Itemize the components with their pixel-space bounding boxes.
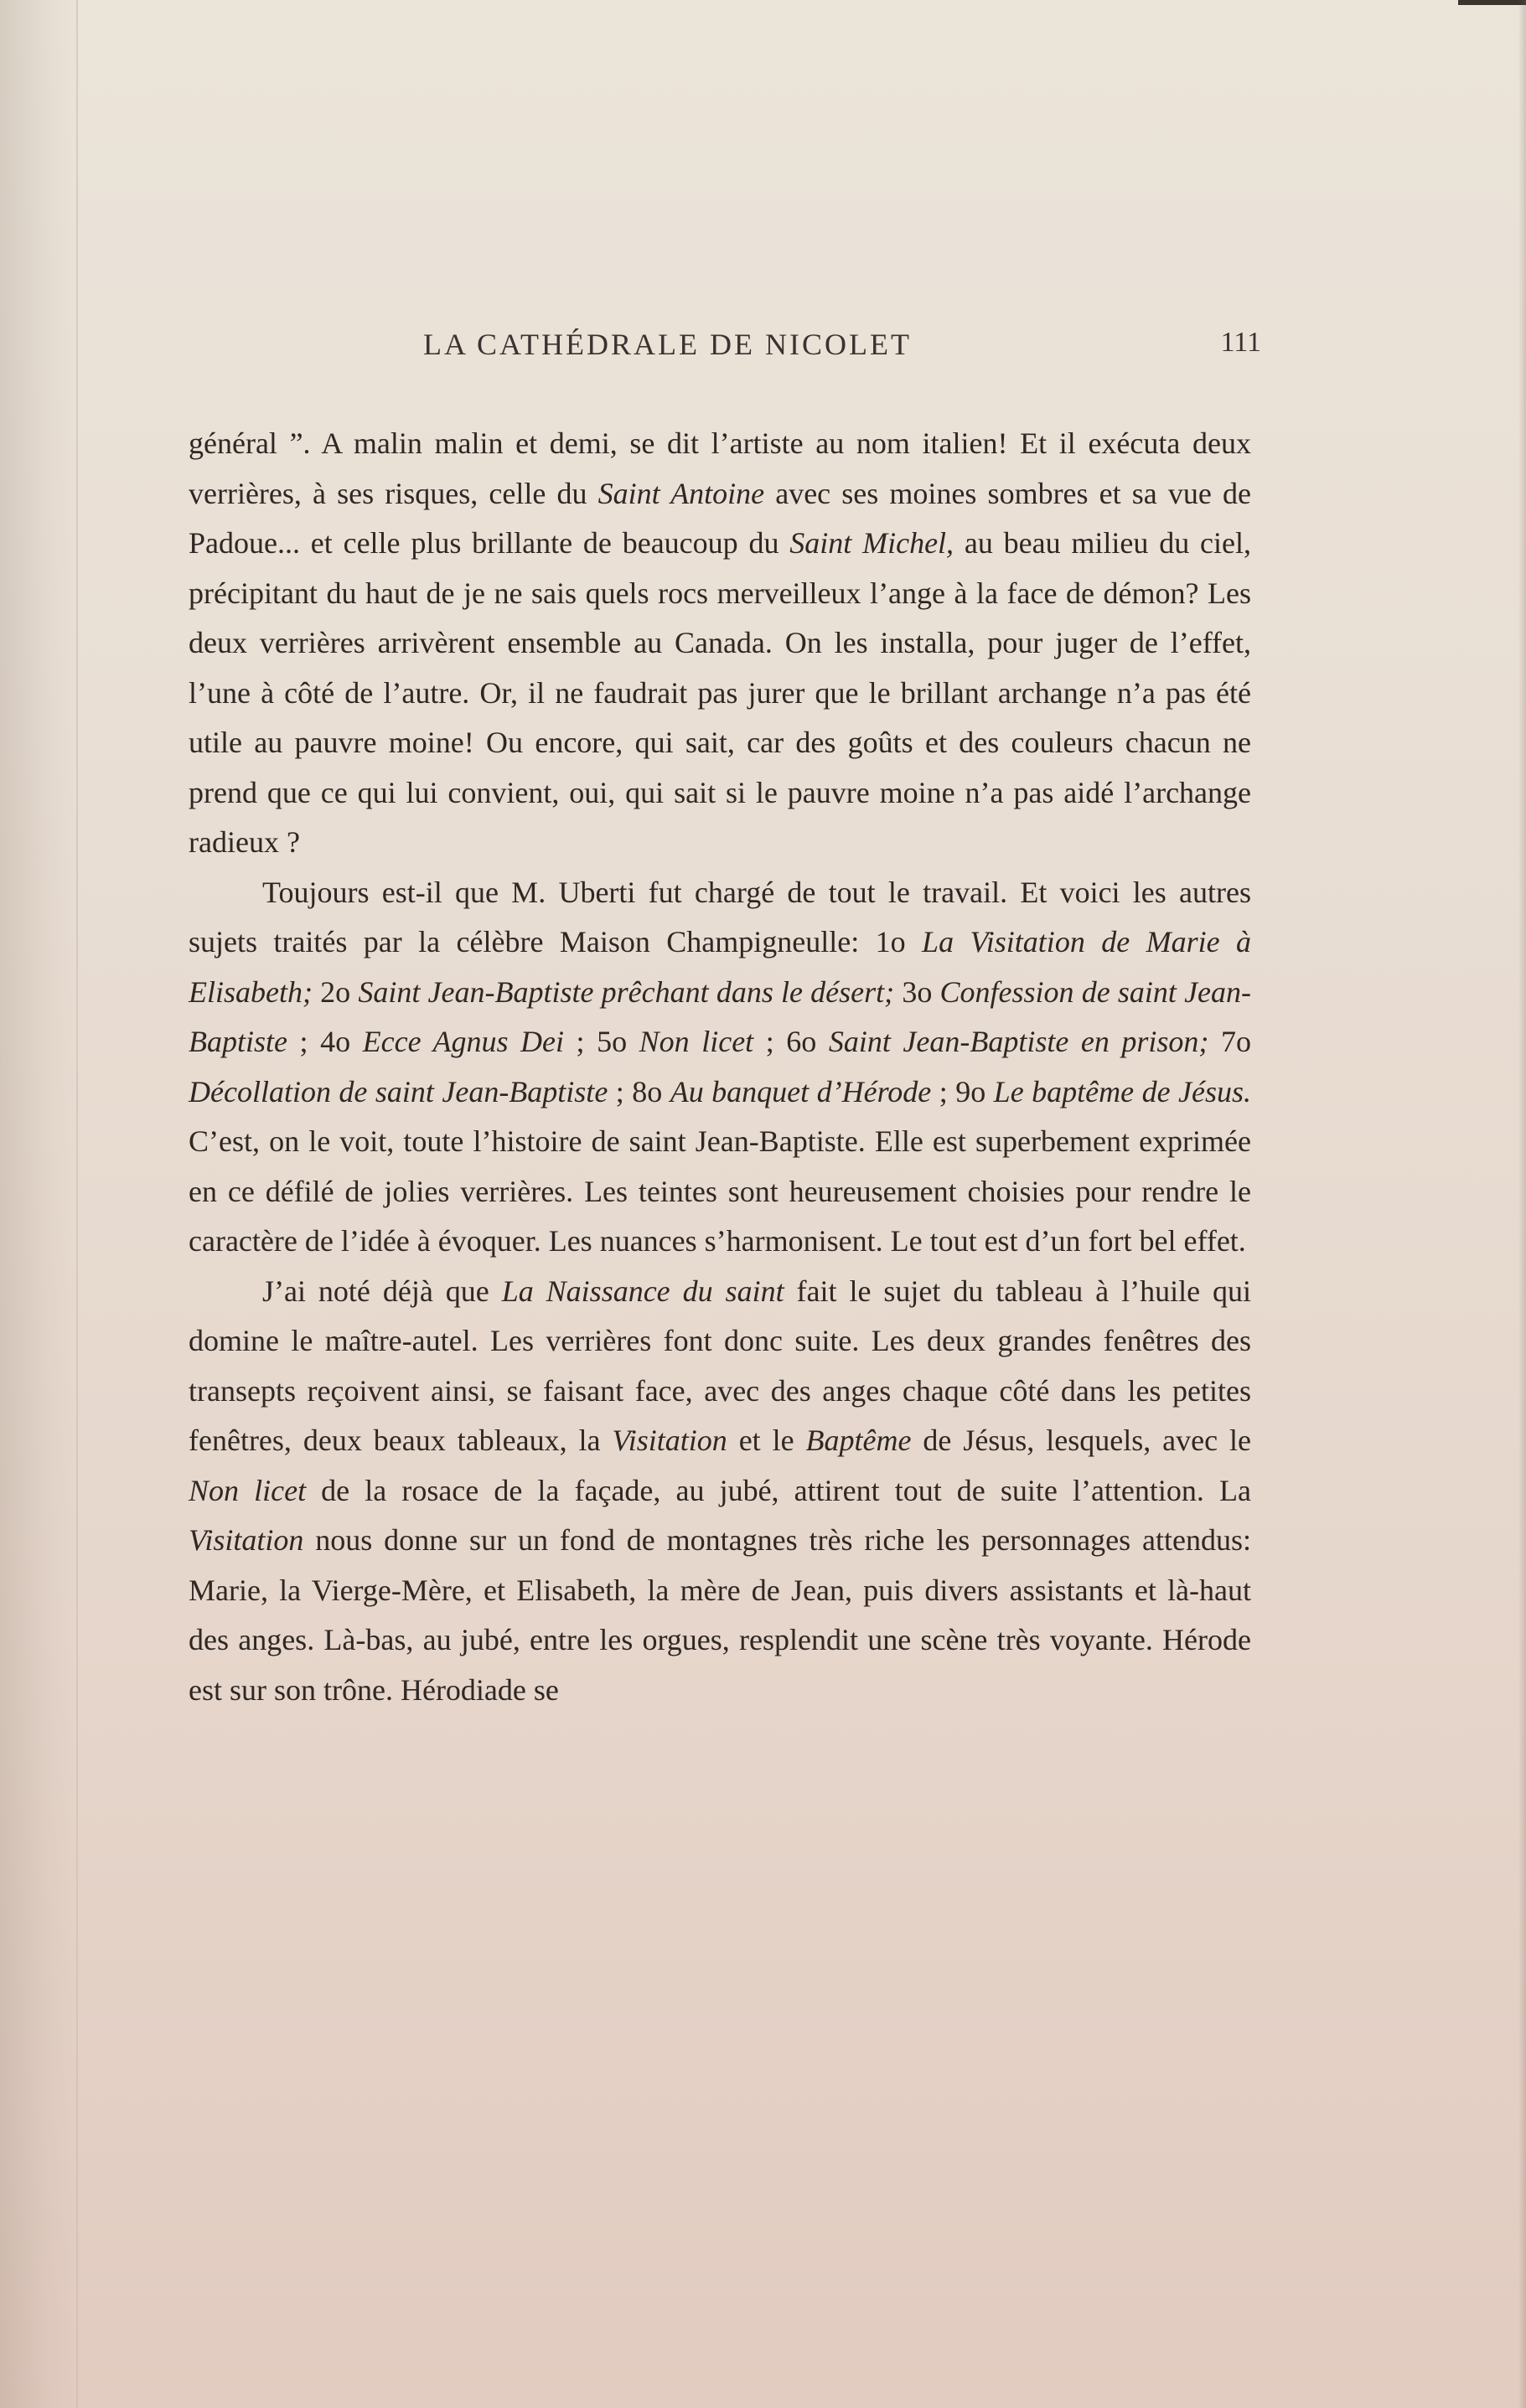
text-run: de la rosace de la façade, au jubé, attirent tout de suite l’attention. La	[306, 1473, 1251, 1507]
text-run: de Jésus, lesquels, avec le	[911, 1424, 1251, 1457]
italic-title: Saint Jean-Baptiste en prison;	[828, 1025, 1209, 1058]
italic-title: Saint Jean-Baptiste prêchant dans le désert;	[358, 974, 895, 1009]
text-run: au beau milieu du ciel, précipitant du haut de je ne sais quels rocs merveilleux l’ange à la face de démon? Les deux verrières arrivèrent ensemble au Canada. On les installa, pour juger de l’effet, l’une à côté de l’autre. Or, il ne faudrait pas jurer que le brillant archange n’a pas été utile au pauvre moine! Ou encore, qui sait, car des goûts et des couleurs chacun ne prend que ce qui lui convient, oui, qui sait si le pauvre moine n’a pas aidé l’archange radieux ?	[189, 526, 1251, 859]
italic-title: Visitation	[612, 1424, 727, 1457]
text-run: ; 6o	[753, 1025, 829, 1058]
running-title: LA CATHÉDRALE DE NICOLET	[423, 328, 912, 361]
text-run: avec ses moines sombres et sa vue de Padoue... et celle plus brillante de beaucoup du	[189, 476, 1252, 560]
italic-title: Saint Antoine	[597, 476, 765, 510]
paragraph-1	[189, 419, 1251, 868]
text-run: 3o	[894, 974, 940, 1009]
italic-title: Saint Michel,	[789, 526, 954, 560]
text-run: 2o	[312, 974, 359, 1009]
page-gutter-shadow	[0, 0, 80, 2408]
text-run: C’est, on le voit, toute l’histoire de saint Jean-Baptiste. Elle est superbement exprimée en ce défilé de jolies verrières. Les teintes sont heureusement choisies pour rendre le caractère de l’idée à évoquer. Les nuances s’harmonisent. Le tout est d’un fort bel effet.	[189, 1124, 1251, 1258]
italic-title: Visitation	[189, 1523, 304, 1557]
italic-title: La Visitation de Marie à Elisabeth;	[189, 925, 1251, 1009]
italic-title: Le baptême de Jésus.	[993, 1074, 1251, 1108]
italic-title: Ecce Agnus Dei	[362, 1025, 564, 1058]
text-run: ; 5o	[564, 1025, 639, 1058]
italic-title: Non licet	[189, 1473, 307, 1507]
text-run: J’ai noté déjà que	[262, 1274, 502, 1308]
page-number: 111	[1220, 327, 1261, 358]
italic-title: Décollation de saint Jean-Baptiste	[189, 1074, 608, 1108]
paragraph-3	[189, 1267, 1251, 1716]
italic-title: La Naissance du saint	[501, 1274, 784, 1308]
body-text	[189, 419, 1251, 1715]
running-header	[189, 327, 1261, 369]
text-run: Toujours est-il que M. Uberti fut chargé de tout le travail. Et voici les autres sujets traités par la célèbre Maison Champigneulle: 1o	[189, 875, 1251, 959]
text-run: fait le sujet du tableau à l’huile qui domine le maître-autel. Les verrières font donc suite. Les deux grandes fenêtres des transepts reçoivent ainsi, se faisant face, avec des anges chaque côté dans les petites fenêtres, deux beaux tableaux, la	[189, 1274, 1251, 1457]
italic-title: Au banquet d’Hérode	[670, 1074, 932, 1108]
scan-edge-right	[1518, 0, 1526, 2408]
italic-title: Confession de saint Jean-Baptiste	[189, 974, 1252, 1058]
italic-title: Baptême	[805, 1424, 912, 1457]
text-run: ; 8o	[608, 1074, 670, 1108]
scan-edge-top	[1458, 0, 1526, 5]
text-run: nous donne sur un fond de montagnes très riche les personnages attendus: Marie, la Vierge-Mère, et Elisabeth, la mère de Jean, puis divers assistants et là-haut des anges. Là-bas, au jubé, entre les orgues, resplendit une scène très voyante. Hérode est sur son trône. Hérodiade se	[189, 1523, 1251, 1707]
text-run: 7o	[1208, 1025, 1251, 1058]
binding-edge	[76, 0, 78, 2408]
paragraph-2	[189, 868, 1251, 1267]
text-run: ; 4o	[287, 1025, 363, 1058]
text-run: général ”. A malin malin et demi, se dit l’artiste au nom italien! Et il exécuta deux verrières, à ses risques, celle du	[189, 426, 1251, 510]
italic-title: Non licet	[639, 1025, 754, 1058]
text-run: ; 9o	[931, 1074, 994, 1108]
text-run: et le	[727, 1424, 806, 1457]
